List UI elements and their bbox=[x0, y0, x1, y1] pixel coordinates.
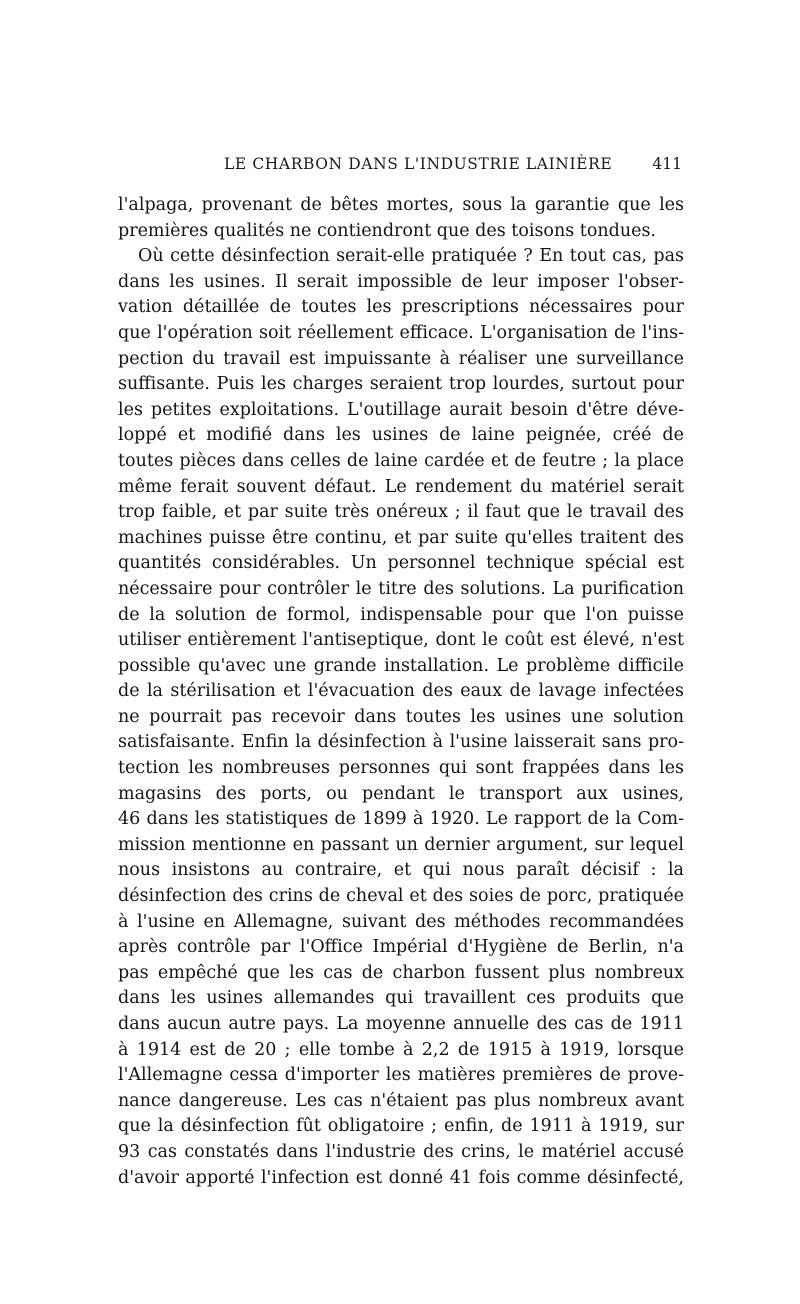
page-number: 411 bbox=[652, 155, 682, 173]
text-line: machines puisse être continu, et par suite qu'elles traitent des bbox=[118, 527, 684, 548]
text-line: dans aucun autre pays. La moyenne annuelle des cas de 1911 bbox=[118, 1014, 684, 1034]
text-line: pas empêché que les cas de charbon fussent plus nombreux bbox=[118, 962, 684, 983]
text-line: à 1914 est de 20 ; elle tombe à 2,2 de 1915 à 1919, lorsque bbox=[118, 1039, 684, 1060]
text-line: ne pourrait pas recevoir dans toutes les usines une solution bbox=[118, 706, 684, 727]
text-line: de la solution de formol, indispensable pour que l'on puisse bbox=[118, 604, 684, 625]
text-line: nécessaire pour contrôler le titre des solutions. La purification bbox=[118, 578, 684, 599]
text-line: désinfection des crins de cheval et des soies de porc, pratiquée bbox=[118, 886, 684, 907]
text-line: l'alpaga, provenant de bêtes mortes, sous la garantie que les bbox=[118, 195, 684, 215]
text-line: dans les usines allemandes qui travaillent ces produits que bbox=[118, 988, 684, 1009]
text-line: que la désinfection fût obligatoire ; enfin, de 1911 à 1919, sur bbox=[118, 1116, 684, 1137]
text-line: nance dangereuse. Les cas n'étaient pas plus nombreux avant bbox=[118, 1090, 684, 1111]
text-line: toutes pièces dans celles de laine cardée et de feutre ; la place bbox=[118, 450, 684, 471]
text-line: 46 dans les statistiques de 1899 à 1920. Le rapport de la Com- bbox=[118, 809, 684, 830]
text-line: possible qu'avec une grande installation. Le problème difficile bbox=[118, 655, 684, 676]
text-line: que l'opération soit réellement efficace. L'organisation de l'ins- bbox=[118, 322, 684, 343]
text-line: nous insistons au contraire, et qui nous paraît décisif : la bbox=[118, 860, 684, 881]
running-title: LE CHARBON DANS L'INDUSTRIE LAINIÈRE bbox=[224, 155, 613, 173]
running-header bbox=[118, 155, 684, 179]
text-line: quantités considérables. Un personnel technique spécial est bbox=[118, 553, 684, 574]
text-line: à l'usine en Allemagne, suivant des méthodes recommandées bbox=[118, 911, 684, 932]
text-line: suffisante. Puis les charges seraient trop lourdes, surtout pour bbox=[118, 374, 684, 395]
body-text bbox=[118, 193, 684, 1191]
text-line: tection les nombreuses personnes qui sont frappées dans les bbox=[118, 758, 684, 779]
text-line: les petites exploitations. L'outillage aurait besoin d'être déve- bbox=[118, 399, 684, 420]
text-line: l'Allemagne cessa d'importer les matières premières de prove- bbox=[118, 1065, 684, 1086]
text-line: premières qualités ne contiendront que des toisons tondues. bbox=[118, 220, 656, 241]
text-line: satisfaisante. Enfin la désinfection à l'usine laisserait sans pro- bbox=[118, 732, 684, 753]
text-line: après contrôle par l'Office Impérial d'Hygiène de Berlin, n'a bbox=[118, 937, 684, 958]
text-line: dans les usines. Il serait impossible de leur imposer l'obser- bbox=[118, 271, 684, 292]
text-line: mission mentionne en passant un dernier argument, sur lequel bbox=[118, 834, 684, 855]
text-line: vation détaillée de toutes les prescriptions nécessaires pour bbox=[118, 297, 684, 318]
text-line: pection du travail est impuissante à réaliser une surveillance bbox=[118, 348, 684, 369]
text-line: 93 cas constatés dans l'industrie des crins, le matériel accusé bbox=[118, 1141, 684, 1162]
text-line: utiliser entièrement l'antiseptique, dont le coût est élevé, n'est bbox=[118, 630, 684, 651]
text-line: même ferait souvent défaut. Le rendement du matériel serait bbox=[118, 476, 684, 497]
text-line: d'avoir apporté l'infection est donné 41 fois comme désinfecté, bbox=[118, 1167, 684, 1188]
text-line: loppé et modifié dans les usines de laine peignée, créé de bbox=[118, 425, 684, 446]
text-line: trop faible, et par suite très onéreux ; il faut que le travail des bbox=[118, 502, 684, 523]
text-line: magasins des ports, ou pendant le transport aux usines, bbox=[118, 783, 684, 804]
text-line: de la stérilisation et l'évacuation des eaux de lavage infectées bbox=[118, 681, 684, 702]
paragraph-first-line: Où cette désinfection serait-elle pratiquée ? En tout cas, pas bbox=[138, 246, 684, 267]
